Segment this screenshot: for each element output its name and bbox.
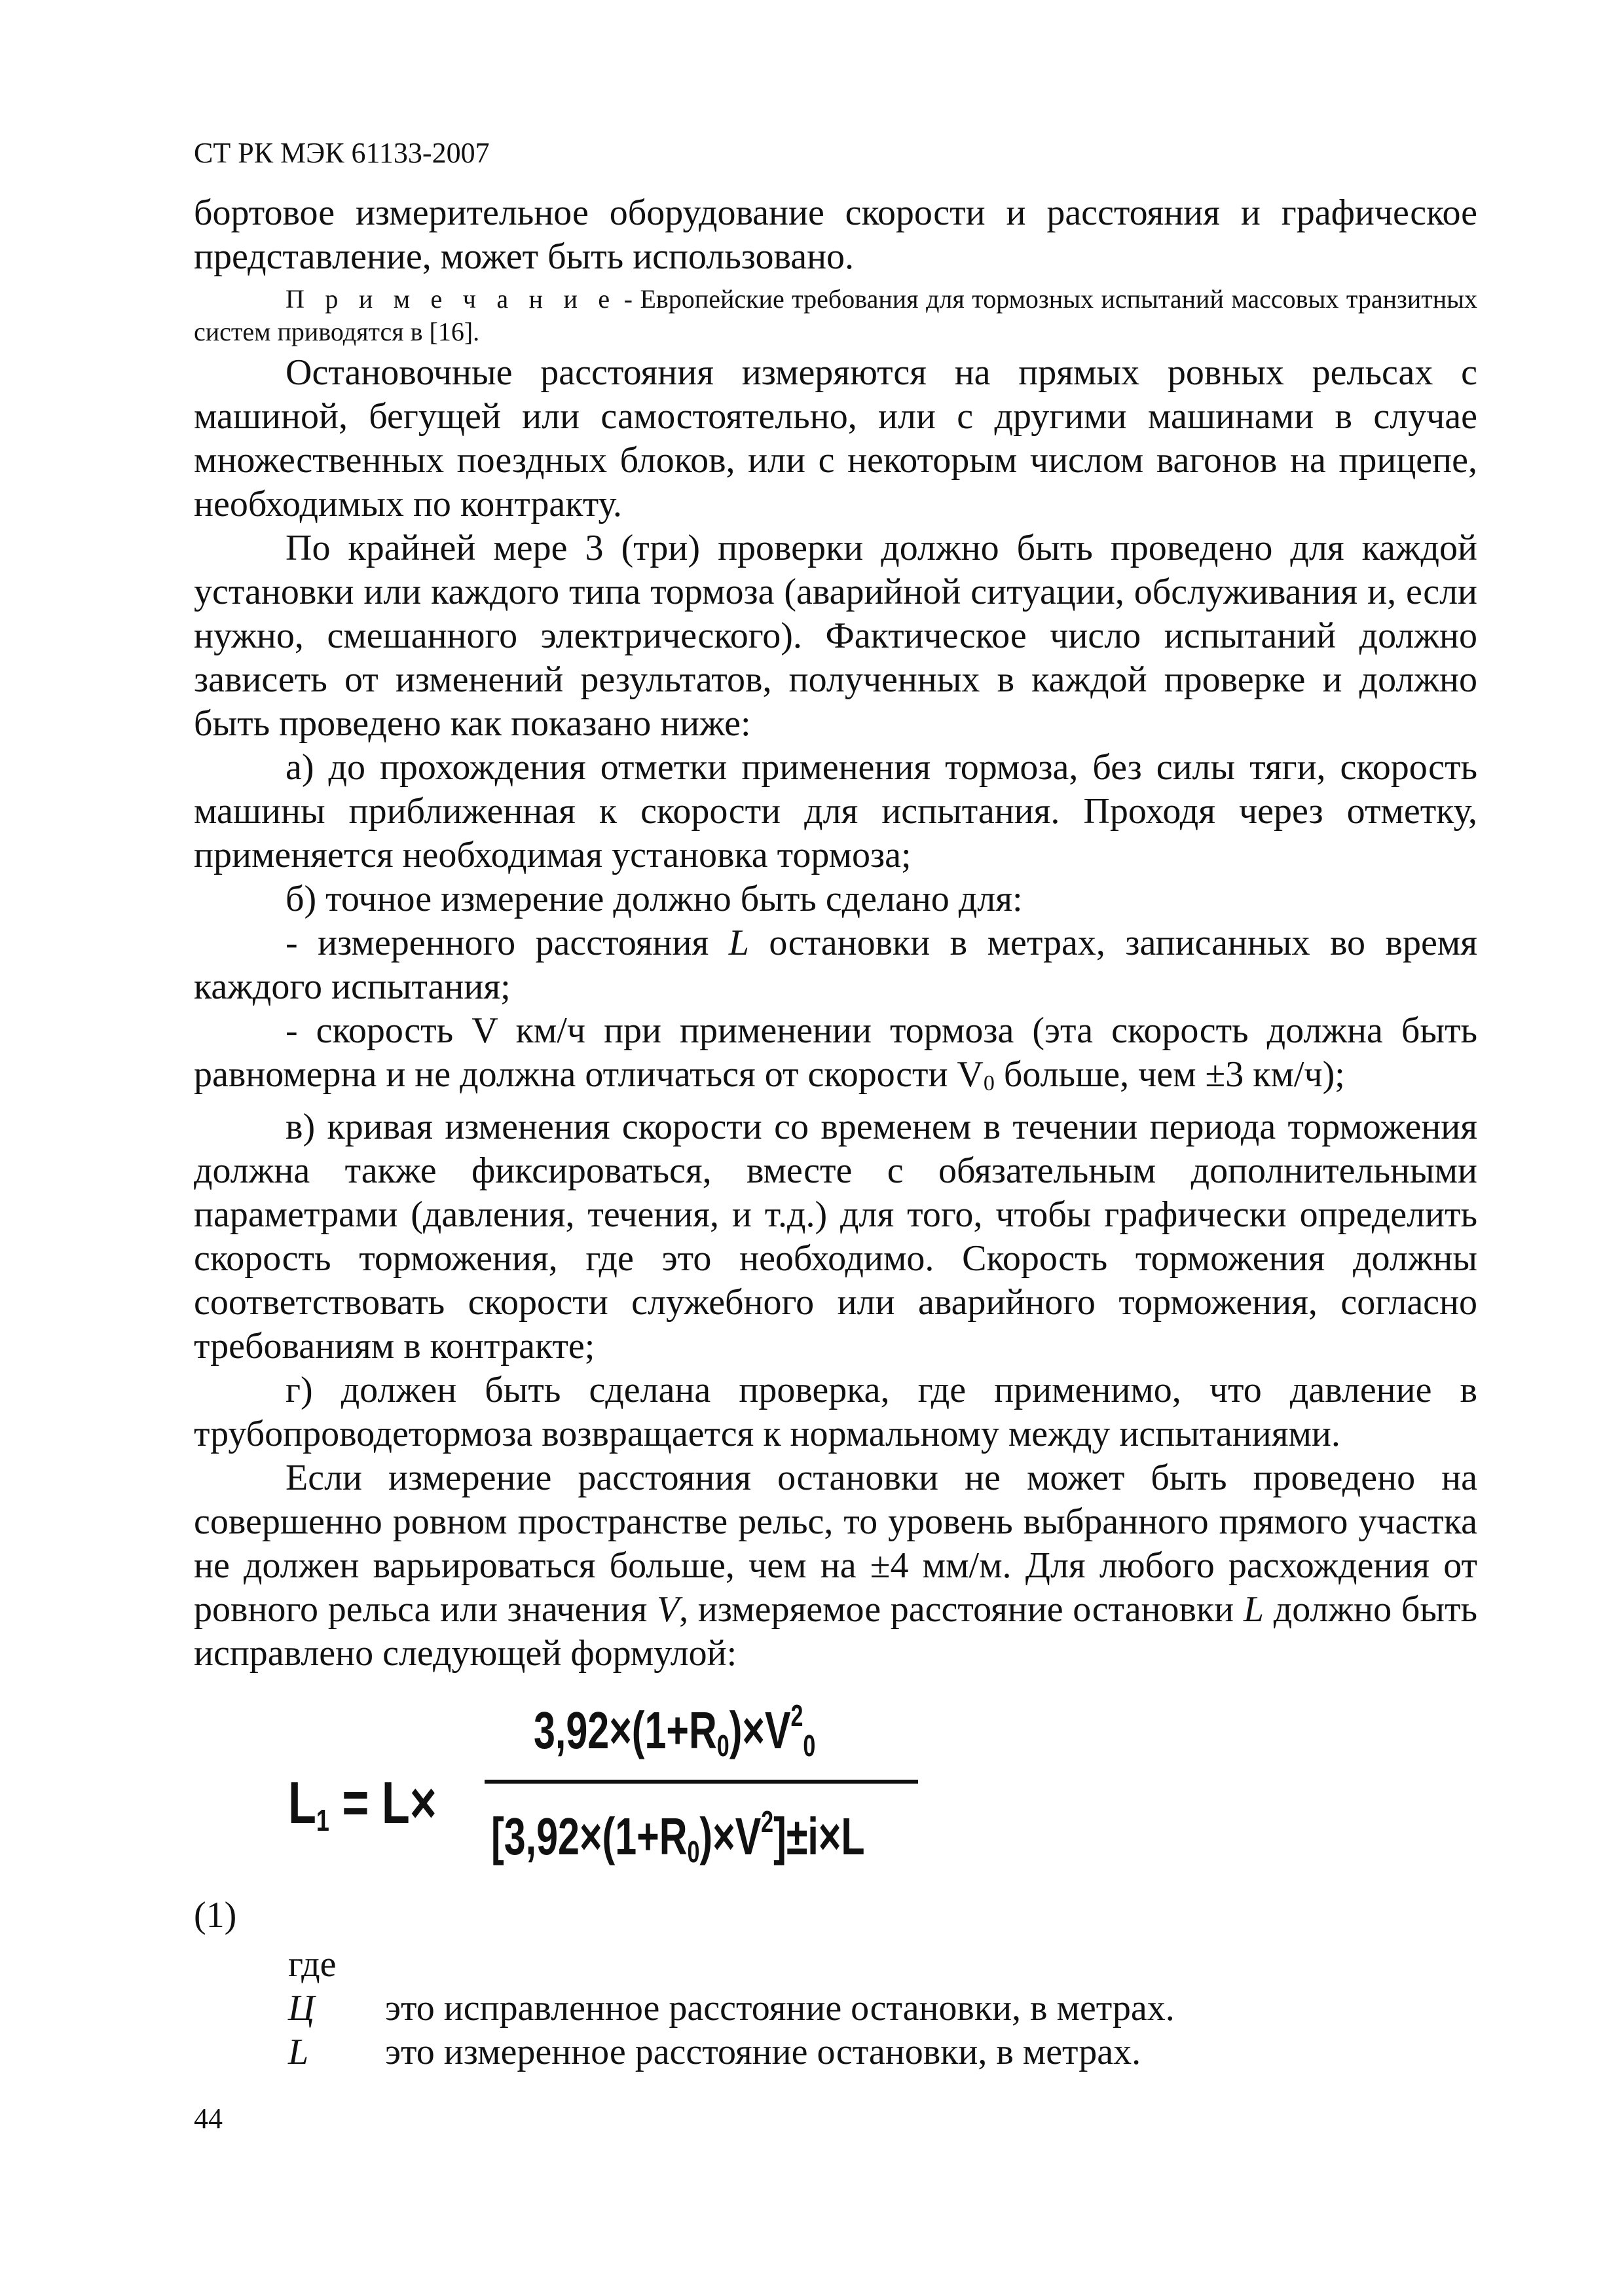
text-span: - измеренного расстояния <box>286 923 729 963</box>
page-number: 44 <box>194 2102 223 2135</box>
paragraph-correction <box>194 1456 1477 1676</box>
formula-subscript: 0 <box>687 1835 700 1869</box>
text-span: - скорость V км/ч при применении тормоза (эта скорость должна быть равномерна и не должна отличаться от скорости V <box>194 1010 1477 1095</box>
text-span: остановки в метрах, записанных во время каждого испытания; <box>194 923 1477 1007</box>
correction-formula <box>288 1686 943 1922</box>
definition-symbol: L <box>288 2032 309 2072</box>
formula-text: )×V <box>699 1807 762 1865</box>
definitions-list <box>288 1987 1175 2074</box>
definition-item <box>288 2030 1175 2074</box>
formula-superscript: 2 <box>790 1698 803 1733</box>
note <box>194 283 1477 348</box>
note-text: - Европейские требования для тормозных испытаний массовых транзитных систем приводятся в [16]. <box>194 284 1478 346</box>
variable-l: L <box>728 923 749 963</box>
formula-numerator <box>534 1698 815 1763</box>
where-label: где <box>288 1944 337 1985</box>
body-text <box>194 191 1477 1676</box>
definition-symbol: Ц <box>288 1988 315 2029</box>
formula-text: ]±i×L <box>773 1807 865 1865</box>
text-span: должно быть исправлено следующей формулой: <box>194 1589 1477 1674</box>
list-item-distance <box>194 921 1477 1009</box>
paragraph-test-count: По крайней мере 3 (три) проверки должно быть проведено для каждой установки или каждого типа тормоза (аварийной ситуации, обслуживания и, если нужно, смешанного электрического). Фактическое число испытаний должно зависеть от изменений результатов, полученных в каждой проверке и должно быть проведено как показано ниже: <box>194 528 1477 744</box>
subscript: 0 <box>983 1071 995 1095</box>
list-item-c: в) кривая изменения скорости со временем в течении периода торможения должна также фиксироваться, вместе с обязательным дополнительными параметрами (давления, течения, и т.д.) для того, чтобы графически определить скорость торможения, где это необходимо. Скорость торможения должны соответствовать скорости служебного или аварийного торможения, согласно требованиям в контракте; <box>194 1107 1477 1367</box>
paragraph-continuation: бортовое измерительное оборудование скорости и расстояния и графическое представление, может быть использовано. <box>194 193 1477 277</box>
formula-subscript: 0 <box>716 1729 729 1763</box>
variable-l: L <box>1243 1589 1264 1630</box>
formula-denominator <box>491 1804 865 1869</box>
formula-symbol: L <box>288 1771 316 1836</box>
text-span: больше, чем ±3 км/ч); <box>994 1054 1345 1095</box>
definition-text: это измеренное расстояние остановки, в метрах. <box>385 2032 1141 2072</box>
list-item-d: г) должен быть сделана проверка, где применимо, что давление в трубопроводетормоза возвращается к нормальному между испытаниями. <box>194 1370 1477 1454</box>
text-span: Если измерение расстояния остановки не может быть проведено на совершенно ровном пространстве рельс, то уровень выбранного прямого участка не должен варьироваться больше, чем на ±4 мм/м. Для любого расхождения от ровного рельса или значения <box>194 1458 1477 1630</box>
list-item-b: б) точное измерение должно быть сделано для: <box>286 879 1023 919</box>
formula-text: 3,92×(1+R <box>534 1701 717 1759</box>
text-span: , измеряемое расстояние остановки <box>679 1589 1244 1630</box>
fraction-bar <box>485 1780 918 1784</box>
standard-header: СТ РК МЭК 61133-2007 <box>194 137 490 169</box>
formula-equals: = L× <box>329 1771 437 1836</box>
formula-superscript: 2 <box>761 1805 774 1839</box>
formula-subscript: 1 <box>316 1803 329 1837</box>
equation-number: (1) <box>194 1895 237 1936</box>
definition-item <box>288 1987 1175 2030</box>
formula-text: [3,92×(1+R <box>491 1807 688 1865</box>
formula-subscript: 0 <box>803 1729 816 1763</box>
definition-text: это исправленное расстояние остановки, в метрах. <box>385 1988 1175 2029</box>
list-item-speed <box>194 1009 1477 1105</box>
formula-lhs <box>288 1770 437 1838</box>
formula-text: )×V <box>729 1701 791 1759</box>
variable-v: V <box>656 1589 680 1630</box>
note-label: П р и м е ч а н и е <box>286 284 617 314</box>
list-item-a: а) до прохождения отметки применения тормоза, без силы тяги, скорость машины приближенная к скорости для испытания. Проходя через отметку, применяется необходимая установка тормоза; <box>194 747 1477 875</box>
paragraph-stopping-distances: Остановочные расстояния измеряются на прямых ровных рельсах с машиной, бегущей или самостоятельно, или с другими машинами в случае множественных поездных блоков, или с некоторым числом вагонов на прицепе, необходимых по контракту. <box>194 352 1477 524</box>
